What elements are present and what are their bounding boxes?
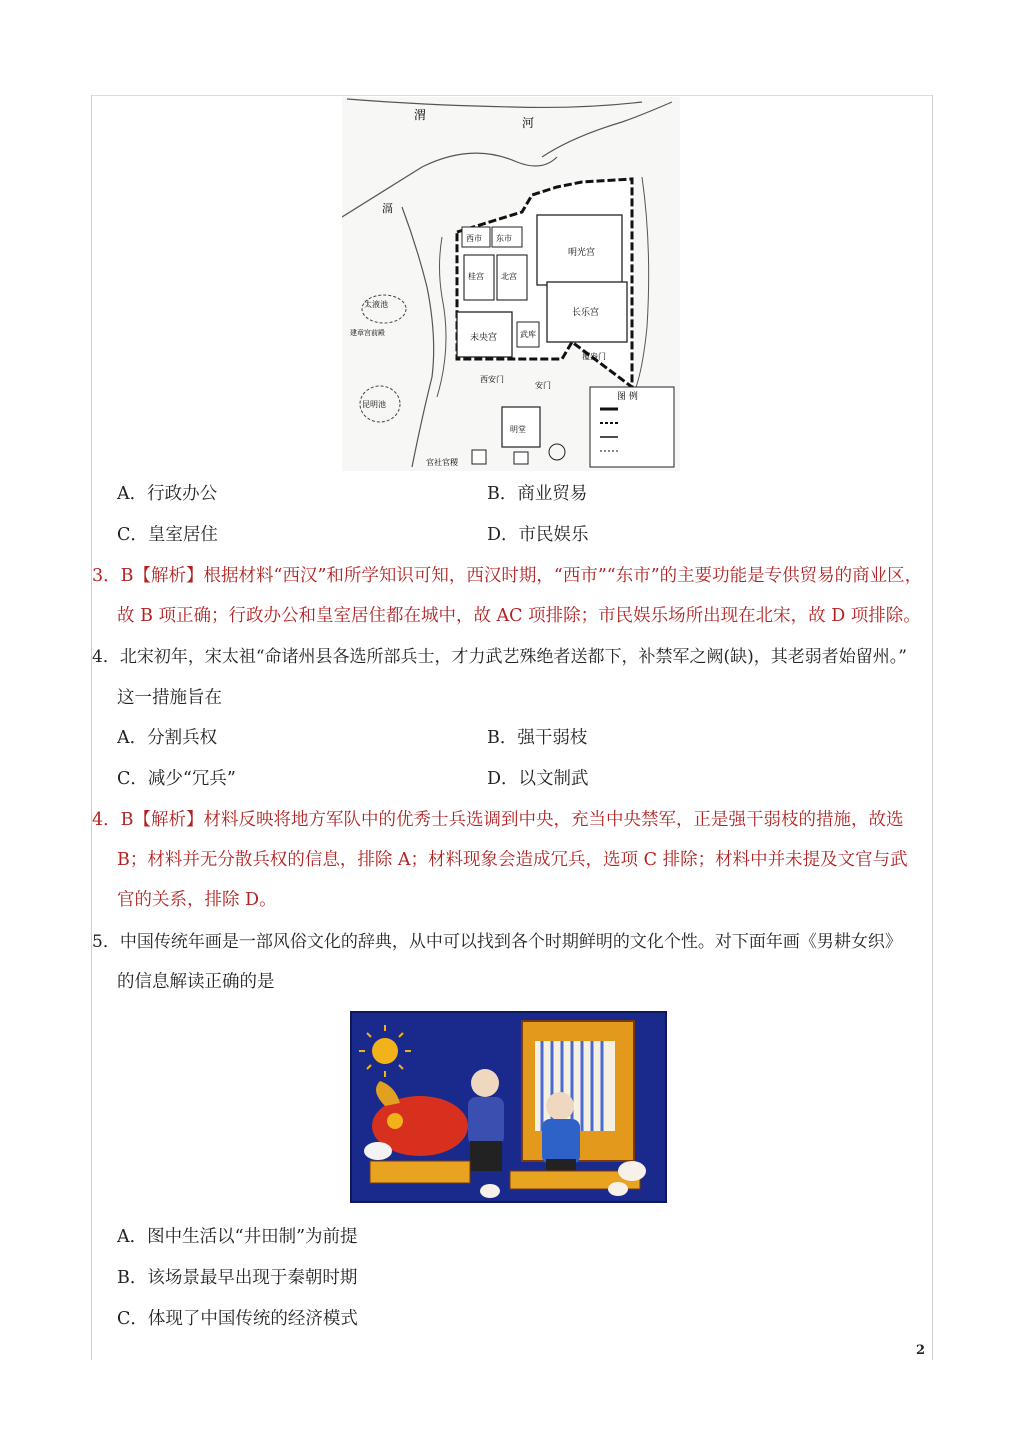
page-border-right — [932, 95, 933, 1360]
map-label-chang-river: 滆 — [382, 202, 393, 215]
map-label-kun-ming-chi: 昆明池 — [362, 400, 386, 409]
map-label-chang-le-gong: 长乐宫 — [572, 308, 600, 318]
q3-analysis-line2: 故 B 项正确；行政办公和皇室居住都在城中，故 AC 项排除；市民娱乐场所出现在北宋，故 D 项排除。 — [117, 606, 921, 626]
q3-option-a: A．行政办公 — [117, 484, 218, 504]
han-changan-map — [342, 97, 680, 471]
map-label-he: 河 — [522, 116, 535, 130]
q3-option-c: C．皇室居住 — [117, 525, 218, 545]
q5-stem-line1: 5．中国传统年画是一部风俗文化的辞典，从中可以找到各个时期鲜明的文化个性。对下面年画《男耕女织》 — [92, 932, 902, 952]
map-label-bei-gong: 北宫 — [501, 272, 517, 281]
map-label-an-men: 安门 — [535, 381, 551, 390]
page-border-top — [91, 95, 933, 96]
q4-analysis-line2: B；材料并无分散兵权的信息，排除 A；材料现象会造成冗兵，选项 C 排除；材料中并未提及文官与武 — [117, 850, 908, 870]
map-label-wu-ku: 武库 — [520, 330, 536, 339]
q4-option-b: B．强干弱枝 — [487, 728, 588, 748]
map-legend-title: 图 例 — [617, 392, 638, 402]
map-label-xi-an-men: 西安门 — [480, 375, 504, 384]
q3-option-b: B．商业贸易 — [487, 484, 588, 504]
map-label-wei: 渭 — [414, 108, 427, 122]
q4-option-d: D．以文制武 — [487, 769, 589, 789]
page-number: 2 — [916, 1343, 926, 1358]
q4-analysis-line3: 官的关系，排除 D。 — [117, 890, 277, 910]
q5-option-c: C．体现了中国传统的经济模式 — [117, 1309, 358, 1329]
map-label-tai-ye-chi: 太液池 — [364, 300, 388, 309]
map-label-ming-guang-gong: 明光宫 — [568, 248, 596, 258]
map-label-xi-shi: 西市 — [466, 234, 482, 243]
q4-analysis-line1: 4．B【解析】材料反映将地方军队中的优秀士兵选调到中央，充当中央禁军，正是强干弱枝的措施，故选 — [92, 810, 904, 830]
map-label-wei-yang-gong: 未央宫 — [470, 333, 498, 343]
map-label-dong-shi: 东市 — [496, 234, 512, 243]
q5-stem-line2: 的信息解读正确的是 — [117, 972, 275, 992]
q5-option-a: A．图中生活以“井田制”为前提 — [117, 1227, 358, 1247]
map-label-guan-she: 官社官稷 — [426, 458, 458, 467]
map-label-ming-tang: 明堂 — [510, 425, 526, 434]
q4-stem-line2: 这一措施旨在 — [117, 688, 222, 708]
new-year-painting — [350, 1011, 667, 1203]
q4-stem-line1: 4．北宋初年，宋太祖“命诸州县各选所部兵士，才力武艺殊绝者送都下，补禁军之阙(缺)，其老弱者始留州。” — [92, 647, 907, 667]
map-label-jian-zhang-gong: 建章宫前殿 — [350, 329, 385, 337]
page-border-left — [91, 95, 92, 1360]
q3-option-d: D．市民娱乐 — [487, 525, 589, 545]
q3-analysis-line1: 3．B【解析】根据材料“西汉”和所学知识可知，西汉时期，“西市”“东市”的主要功能是专供贸易的商业区， — [92, 566, 923, 586]
q4-option-a: A．分割兵权 — [117, 728, 218, 748]
map-label-fu-ang-men: 覆盎门 — [582, 352, 606, 361]
q5-option-b: B．该场景最早出现于秦朝时期 — [117, 1268, 358, 1288]
map-label-gui-gong: 桂宫 — [468, 272, 484, 281]
q4-option-c: C．减少“冗兵” — [117, 769, 236, 789]
